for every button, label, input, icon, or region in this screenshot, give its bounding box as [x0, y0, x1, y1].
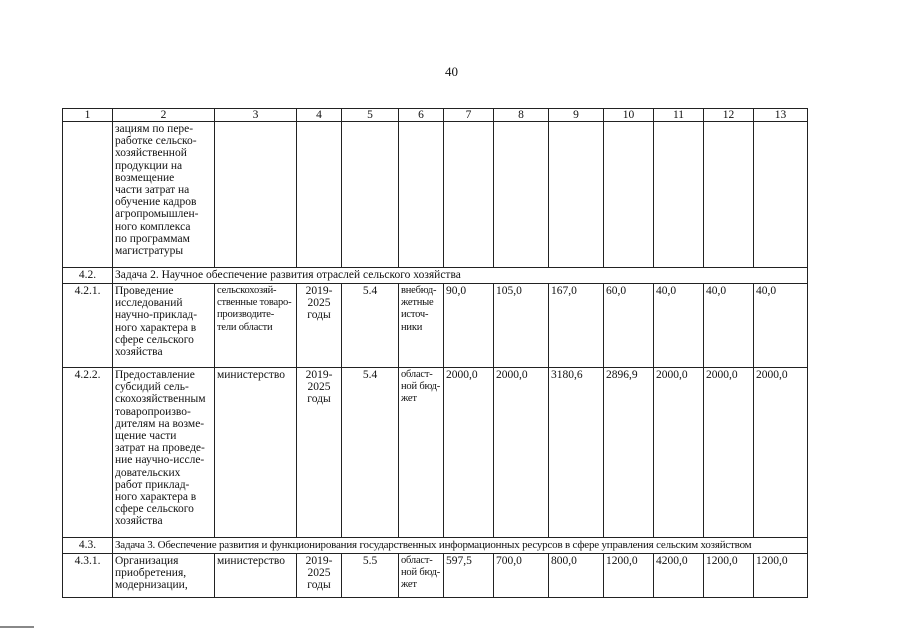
amount-cell: 800,0	[549, 554, 604, 598]
measure-name-continued: зациям по пере- работке сельско- хозяйственной продукции на возмещение части затрат на обучение кадров агропромышлен- ного комплекса по программам магистратуры	[113, 122, 215, 268]
column-number: 11	[654, 109, 704, 122]
task-number: 4.2.	[63, 268, 113, 284]
amount-cell: 60,0	[604, 284, 654, 368]
task-number: 4.3.	[63, 538, 113, 554]
amount-cell: 167,0	[549, 284, 604, 368]
indicator-ref: 5.5	[342, 554, 399, 598]
measure-number: 4.2.1.	[63, 284, 113, 368]
program-measures-table	[62, 108, 808, 598]
column-number: 8	[494, 109, 549, 122]
amount-cell: 4200,0	[654, 554, 704, 598]
column-number: 6	[399, 109, 444, 122]
column-number: 2	[113, 109, 215, 122]
amount-cell: 1200,0	[604, 554, 654, 598]
column-number: 7	[444, 109, 494, 122]
measure-name: Проведение исследований научно-приклад- ного характера в сфере сельского хозяйства	[113, 284, 215, 368]
column-number: 4	[297, 109, 342, 122]
column-number: 12	[704, 109, 754, 122]
amount-cell: 40,0	[654, 284, 704, 368]
page-number: 40	[445, 64, 458, 79]
amount-cell: 3180,6	[549, 368, 604, 538]
period: 2019- 2025 годы	[297, 368, 342, 538]
period: 2019- 2025 годы	[297, 554, 342, 598]
scan-edge-mark	[0, 626, 34, 628]
amount-cell: 105,0	[494, 284, 549, 368]
task-title: Задача 2. Научное обеспечение развития отраслей сельского хозяйства	[113, 268, 808, 284]
measure-name: Предоставление субсидий сель- скохозяйственным товаропроизво- дителям на возме- щение части затрат на проведе- ние научно-иссле- довательских работ приклад- ного характера в сфере сельского хозяйства	[113, 368, 215, 538]
indicator-ref: 5.4	[342, 284, 399, 368]
funding-source: внебюд- жетные источ- ники	[399, 284, 444, 368]
amount-cell: 597,5	[444, 554, 494, 598]
column-number: 13	[754, 109, 808, 122]
amount-cell: 40,0	[704, 284, 754, 368]
table-row	[63, 368, 808, 538]
executor: сельскохозяй- ственные товаро- производите- тели области	[215, 284, 297, 368]
measure-number: 4.3.1.	[63, 554, 113, 598]
amount-cell: 2000,0	[494, 368, 549, 538]
amount-cell: 2000,0	[704, 368, 754, 538]
amount-cell: 40,0	[754, 284, 808, 368]
column-number-row	[63, 109, 808, 122]
measure-name: Организация приобретения, модернизации,	[113, 554, 215, 598]
table-row	[63, 122, 808, 268]
column-number: 5	[342, 109, 399, 122]
amount-cell: 90,0	[444, 284, 494, 368]
column-number: 3	[215, 109, 297, 122]
column-number: 9	[549, 109, 604, 122]
funding-source: област- ной бюд- жет	[399, 554, 444, 598]
executor: министерство	[215, 368, 297, 538]
measure-number: 4.2.2.	[63, 368, 113, 538]
amount-cell: 1200,0	[704, 554, 754, 598]
amount-cell: 2896,9	[604, 368, 654, 538]
amount-cell: 1200,0	[754, 554, 808, 598]
amount-cell: 2000,0	[444, 368, 494, 538]
amount-cell: 2000,0	[754, 368, 808, 538]
amount-cell: 700,0	[494, 554, 549, 598]
task-row	[63, 268, 808, 284]
column-number: 1	[63, 109, 113, 122]
amount-cell: 2000,0	[654, 368, 704, 538]
task-row	[63, 538, 808, 554]
table-row	[63, 284, 808, 368]
column-number: 10	[604, 109, 654, 122]
funding-source: област- ной бюд- жет	[399, 368, 444, 538]
period: 2019- 2025 годы	[297, 284, 342, 368]
indicator-ref: 5.4	[342, 368, 399, 538]
task-title: Задача 3. Обеспечение развития и функционирования государственных информационных ресурсов в сфере управления сельским хозяйством	[113, 538, 808, 554]
table-row	[63, 554, 808, 598]
executor: министерство	[215, 554, 297, 598]
